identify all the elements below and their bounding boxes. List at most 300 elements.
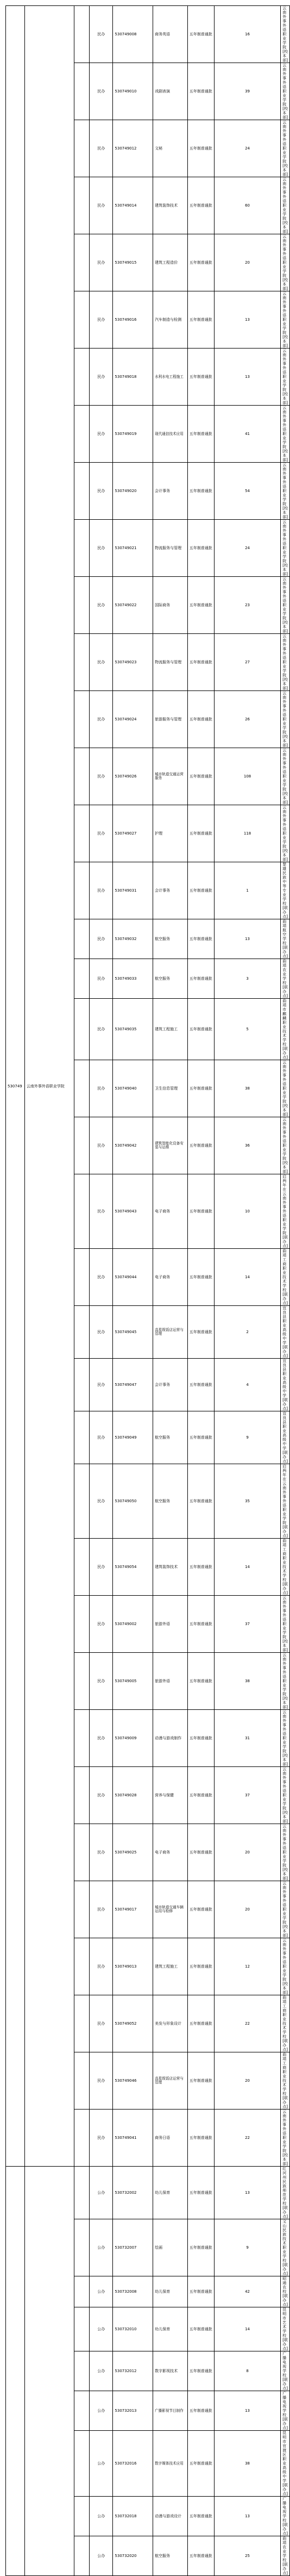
batch-cell: 五年制普通批	[187, 2307, 214, 2351]
school-type-cell: 民办	[90, 1117, 113, 1174]
blank-cell	[74, 2351, 90, 2391]
batch-cell: 五年制普通批	[187, 919, 214, 959]
major-code-cell: 530749032	[113, 919, 153, 959]
major-code-cell: 530749027	[113, 805, 153, 862]
batch-cell: 五年制普通批	[187, 1117, 214, 1174]
school-type-cell: 民办	[90, 2110, 113, 2167]
major-code-cell: 530749031	[113, 862, 153, 919]
school-type-cell: 民办	[90, 1249, 113, 1306]
plan-count-cell: 35	[214, 1464, 280, 1539]
blank-cell	[74, 862, 90, 919]
study-location-cell: 云南外事外语职业学院[校本部]	[281, 63, 290, 120]
blank-cell	[74, 120, 90, 177]
major-code-cell: 530749045	[113, 1306, 153, 1359]
major-name-cell: 戏剧表演	[153, 63, 188, 120]
major-code-cell: 530749026	[113, 748, 153, 805]
study-location-cell: 曲靖农业学校[联办点]	[281, 2536, 290, 2576]
major-code-cell: 530749024	[113, 691, 153, 748]
batch-cell: 五年制普通批	[187, 2167, 214, 2219]
plan-count-cell: 8	[214, 2351, 280, 2391]
major-name-cell: 城市轨道交通运营服务	[153, 748, 188, 805]
plan-count-cell: 20	[214, 1881, 280, 1938]
school-type-cell: 民办	[90, 1881, 113, 1938]
plan-count-cell: 20	[214, 2052, 280, 2110]
study-location-cell: 云南外事外语职业学院[校本部]	[281, 1824, 290, 1881]
study-location-cell: 云南外事外语职业学院[校本部]	[281, 1881, 290, 1938]
study-location-cell: 云南外事外语职业学院[校本部]	[281, 120, 290, 177]
school-type-cell: 民办	[90, 1938, 113, 1995]
major-name-cell: 建筑装饰技术	[153, 177, 188, 234]
school-type-cell: 民办	[90, 234, 113, 291]
school-type-cell: 民办	[90, 999, 113, 1060]
blank-cell	[74, 177, 90, 234]
major-name-cell: 航空服务	[153, 919, 188, 959]
plan-count-cell: 42	[214, 2276, 280, 2307]
major-name-cell: 建筑工程造价	[153, 234, 188, 291]
batch-cell: 五年制普通批	[187, 1174, 214, 1249]
major-name-cell: 会计事务	[153, 862, 188, 919]
school-type-cell: 民办	[90, 959, 113, 999]
batch-cell: 五年制普通批	[187, 1653, 214, 1710]
blank-cell	[74, 2276, 90, 2307]
major-name-cell: 建筑智能化设备安装与运维	[153, 1117, 188, 1174]
plan-count-cell: 27	[214, 634, 280, 691]
major-code-cell: 530732007	[113, 2219, 153, 2276]
plan-count-cell: 4	[214, 1359, 280, 1411]
plan-count-cell: 13	[214, 919, 280, 959]
institution-code-cell: 530749	[6, 6, 25, 2167]
plan-count-cell: 13	[214, 2391, 280, 2431]
major-code-cell: 530732020	[113, 2536, 153, 2576]
blank-cell	[74, 2497, 90, 2536]
plan-count-cell: 108	[214, 748, 280, 805]
major-code-cell: 530749054	[113, 1539, 153, 1596]
blank-cell	[74, 520, 90, 577]
study-location-cell: 宜良县职业高级中学[联办点]	[281, 1359, 290, 1411]
blank-cell	[74, 1710, 90, 1767]
study-location-cell: 云南外事外语职业学院[校本部]	[281, 406, 290, 463]
study-location-cell: 楚雄民族中等专业学校[联办点]	[281, 862, 290, 919]
study-location-cell: 云南外事外语职业学院[校本部]	[281, 805, 290, 862]
plan-count-cell: 39	[214, 63, 280, 120]
blank-cell	[74, 805, 90, 862]
school-type-cell: 公办	[90, 2219, 113, 2276]
batch-cell: 五年制普通批	[187, 291, 214, 349]
major-name-cell: 数字媒体技术应用	[153, 2431, 188, 2497]
plan-count-cell: 20	[214, 1824, 280, 1881]
school-type-cell: 民办	[90, 1767, 113, 1824]
school-type-cell: 民办	[90, 177, 113, 234]
study-location-cell: 云南外事外语职业学院[校本部]	[281, 748, 290, 805]
study-location-cell: 云南外事外语职业学院[校本部]	[281, 1596, 290, 1653]
blank-cell	[74, 2307, 90, 2351]
table-row	[6, 2167, 290, 2219]
blank-cell	[74, 2110, 90, 2167]
school-type-cell: 民办	[90, 691, 113, 748]
school-type-cell: 公办	[90, 2276, 113, 2307]
batch-cell: 五年制普通批	[187, 349, 214, 406]
major-name-cell: 动漫与游戏设计	[153, 2497, 188, 2536]
blank-cell	[74, 999, 90, 1060]
plan-count-cell: 24	[214, 520, 280, 577]
batch-cell: 五年制普通批	[187, 1539, 214, 1596]
plan-count-cell: 37	[214, 1596, 280, 1653]
study-location-cell: 曲靖工商职业技术学校[联办点]	[281, 2052, 290, 2110]
major-name-cell: 数字影视技术	[153, 2351, 188, 2391]
major-name-cell: 商务英语	[153, 6, 188, 63]
school-type-cell: 民办	[90, 291, 113, 349]
school-type-cell: 民办	[90, 406, 113, 463]
study-location-cell: 云南外事外语职业学院[校本部]	[281, 1938, 290, 1995]
study-location-cell: 启两年在云南外事外语职业学院[联办点]	[281, 1174, 290, 1249]
school-type-cell: 民办	[90, 1710, 113, 1767]
major-code-cell: 530749042	[113, 1117, 153, 1174]
major-name-cell: 建筑装饰技术	[153, 1539, 188, 1596]
plan-count-cell: 14	[214, 2307, 280, 2351]
plan-count-cell: 12	[214, 1938, 280, 1995]
plan-count-cell: 37	[214, 1767, 280, 1824]
major-name-cell: 电子商务	[153, 1824, 188, 1881]
plan-count-cell: 13	[214, 291, 280, 349]
batch-cell: 五年制普通批	[187, 463, 214, 520]
school-type-cell: 民办	[90, 1995, 113, 2052]
school-type-cell: 民办	[90, 1411, 113, 1464]
major-name-cell: 高星级饭店运营与管理	[153, 2052, 188, 2110]
batch-cell: 五年制普通批	[187, 1938, 214, 1995]
study-location-cell: 云南外事外语职业学院[校本部]	[281, 520, 290, 577]
batch-cell: 五年制普通批	[187, 234, 214, 291]
school-type-cell: 公办	[90, 2167, 113, 2219]
major-name-cell: 电子商务	[153, 1174, 188, 1249]
plan-count-cell: 16	[214, 6, 280, 63]
major-name-cell: 文秘	[153, 120, 188, 177]
school-type-cell: 民办	[90, 1653, 113, 1710]
school-type-cell: 民办	[90, 520, 113, 577]
major-code-cell: 530732012	[113, 2351, 153, 2391]
study-location-cell: 曲靖市麒麟职业技术学校[联办点]	[281, 999, 290, 1060]
batch-cell: 五年制普通批	[187, 2431, 214, 2497]
plan-count-cell: 22	[214, 1995, 280, 2052]
major-name-cell: 航空服务	[153, 1464, 188, 1539]
major-code-cell: 530732010	[113, 2307, 153, 2351]
major-name-cell: 物流服务与管理	[153, 520, 188, 577]
blank-cell	[74, 1359, 90, 1411]
major-name-cell: 旅游服务与管理	[153, 691, 188, 748]
blank-cell	[74, 463, 90, 520]
plan-count-cell: 5	[214, 999, 280, 1060]
blank-cell	[74, 1767, 90, 1824]
plan-count-cell: 9	[214, 1411, 280, 1464]
blank-cell	[74, 1174, 90, 1249]
blank-cell	[74, 577, 90, 634]
major-name-cell: 物流服务与管理	[153, 634, 188, 691]
batch-cell: 五年制普通批	[187, 999, 214, 1060]
study-location-cell: 云南外事外语职业学院[校本部]	[281, 177, 290, 234]
batch-cell: 五年制普通批	[187, 520, 214, 577]
major-code-cell: 530749041	[113, 2110, 153, 2167]
major-code-cell: 530749008	[113, 6, 153, 63]
major-code-cell: 530749043	[113, 1174, 153, 1249]
blank-cell	[74, 349, 90, 406]
study-location-cell: 红河州民族师范学校[联办点]	[281, 2167, 290, 2219]
study-location-cell: 曲靖农业学校[联办点]	[281, 959, 290, 999]
plan-count-cell: 9	[214, 2219, 280, 2276]
school-type-cell: 民办	[90, 1824, 113, 1881]
blank-cell	[74, 63, 90, 120]
major-code-cell: 530749014	[113, 177, 153, 234]
blank-cell	[74, 1464, 90, 1539]
study-location-cell: 昆明市官渡区职业高级中学[联办点]	[281, 2431, 290, 2497]
major-code-cell: 530749018	[113, 349, 153, 406]
school-type-cell: 公办	[90, 2391, 113, 2431]
plan-count-cell: 38	[214, 1653, 280, 1710]
major-code-cell: 530749047	[113, 1359, 153, 1411]
study-location-cell: 云南外事外语职业学院[校本部]	[281, 1653, 290, 1710]
batch-cell: 五年制普通批	[187, 1306, 214, 1359]
blank-cell	[74, 919, 90, 959]
study-location-cell: 启两年在云南外事外语职业学院[联办点]	[281, 1464, 290, 1539]
blank-cell	[74, 691, 90, 748]
major-code-cell: 530749044	[113, 1249, 153, 1306]
school-type-cell: 民办	[90, 1306, 113, 1359]
major-name-cell: 会计事务	[153, 1359, 188, 1411]
major-name-cell: 会计事务	[153, 463, 188, 520]
blank-cell	[74, 1824, 90, 1881]
plan-count-cell: 23	[214, 577, 280, 634]
blank-cell	[74, 1881, 90, 1938]
plan-count-cell: 38	[214, 2431, 280, 2497]
major-code-cell: 530749002	[113, 1596, 153, 1653]
study-location-cell: 宜良县职业高级中学[联办点]	[281, 1411, 290, 1464]
batch-cell: 五年制普通批	[187, 120, 214, 177]
batch-cell: 五年制普通批	[187, 691, 214, 748]
school-type-cell: 民办	[90, 862, 113, 919]
study-location-cell: 昆明市艺术学校[联办点]	[281, 2307, 290, 2351]
major-code-cell: 530749033	[113, 959, 153, 999]
batch-cell: 五年制普通批	[187, 862, 214, 919]
batch-cell: 五年制普通批	[187, 577, 214, 634]
plan-count-cell: 60	[214, 177, 280, 234]
major-name-cell: 航空服务	[153, 1411, 188, 1464]
major-name-cell: 建筑工程施工	[153, 999, 188, 1060]
major-name-cell: 旅游外语	[153, 1653, 188, 1710]
batch-cell: 五年制普通批	[187, 634, 214, 691]
school-type-cell: 民办	[90, 805, 113, 862]
batch-cell: 五年制普通批	[187, 1464, 214, 1539]
school-type-cell: 民办	[90, 1359, 113, 1411]
study-location-cell: 曲靖工商职业技术学校[联办点]	[281, 1995, 290, 2052]
major-code-cell: 530749016	[113, 291, 153, 349]
batch-cell: 五年制普通批	[187, 1596, 214, 1653]
school-type-cell: 民办	[90, 1464, 113, 1539]
major-code-cell: 530749050	[113, 1464, 153, 1539]
batch-cell: 五年制普通批	[187, 1767, 214, 1824]
major-code-cell: 530732013	[113, 2391, 153, 2431]
batch-cell: 五年制普通批	[187, 959, 214, 999]
major-name-cell: 绘画	[153, 2219, 188, 2276]
major-name-cell: 水利水电工程施工	[153, 349, 188, 406]
major-name-cell: 幼儿保育	[153, 2307, 188, 2351]
plan-count-cell: 25	[214, 2536, 280, 2576]
blank-cell	[74, 2219, 90, 2276]
batch-cell: 五年制普通批	[187, 1249, 214, 1306]
batch-cell: 五年制普通批	[187, 6, 214, 63]
school-type-cell: 民办	[90, 2052, 113, 2110]
study-location-cell: 曲靖工商职业技术学校[联办点]	[281, 1539, 290, 1596]
study-location-cell: 云南外事外语职业学院[校本部]	[281, 2110, 290, 2167]
study-location-cell: 云南外事外语职业学院[校本部]	[281, 634, 290, 691]
school-type-cell: 民办	[90, 1174, 113, 1249]
batch-cell: 五年制普通批	[187, 1881, 214, 1938]
major-name-cell: 幼儿保育	[153, 2276, 188, 2307]
major-name-cell: 国际商务	[153, 577, 188, 634]
batch-cell: 五年制普通批	[187, 2391, 214, 2431]
blank-cell	[74, 2536, 90, 2576]
major-name-cell: 卫生信息管理	[153, 1060, 188, 1117]
plan-count-cell: 13	[214, 349, 280, 406]
plan-count-cell: 3	[214, 959, 280, 999]
blank-cell	[74, 1539, 90, 1596]
major-code-cell: 530732018	[113, 2497, 153, 2536]
school-type-cell: 民办	[90, 919, 113, 959]
major-code-cell: 530749012	[113, 120, 153, 177]
major-code-cell: 530749040	[113, 1060, 153, 1117]
major-name-cell: 美发与形象设计	[153, 1995, 188, 2052]
major-name-cell: 建筑工程施工	[153, 1938, 188, 1995]
major-code-cell: 530749023	[113, 634, 153, 691]
batch-cell: 五年制普通批	[187, 2276, 214, 2307]
table-body	[6, 6, 290, 2576]
plan-count-cell: 38	[214, 1060, 280, 1117]
major-code-cell: 530749021	[113, 520, 153, 577]
plan-count-cell: 14	[214, 1249, 280, 1306]
batch-cell: 五年制普通批	[187, 177, 214, 234]
major-code-cell: 530749046	[113, 2052, 153, 2110]
major-code-cell: 530749022	[113, 577, 153, 634]
major-code-cell: 530749009	[113, 1710, 153, 1767]
batch-cell: 五年制普通批	[187, 1359, 214, 1411]
major-code-cell: 530749035	[113, 999, 153, 1060]
study-location-cell: 云南外事外语职业学院[校本部]	[281, 463, 290, 520]
institution-name-cell: 云南外事外语职业学院	[24, 6, 74, 2167]
school-type-cell: 民办	[90, 634, 113, 691]
blank-cell	[74, 1653, 90, 1710]
blank-cell	[74, 1306, 90, 1359]
major-name-cell: 营养与保健	[153, 1767, 188, 1824]
study-location-cell: 曲靖航空学校[联办点]	[281, 919, 290, 959]
batch-cell: 五年制普通批	[187, 1060, 214, 1117]
major-name-cell: 商务日语	[153, 2110, 188, 2167]
blank-cell	[74, 2167, 90, 2219]
major-code-cell: 530732008	[113, 2276, 153, 2307]
batch-cell: 五年制普通批	[187, 2219, 214, 2276]
batch-cell: 五年制普通批	[187, 1995, 214, 2052]
batch-cell: 五年制普通批	[187, 406, 214, 463]
blank-cell	[74, 1249, 90, 1306]
plan-count-cell: 41	[214, 406, 280, 463]
blank-cell	[74, 2391, 90, 2431]
plan-count-cell: 31	[214, 1710, 280, 1767]
batch-cell: 五年制普通批	[187, 1710, 214, 1767]
study-location-cell: 云南外事外语职业学院[校本部]	[281, 291, 290, 349]
major-code-cell: 530732002	[113, 2167, 153, 2219]
batch-cell: 五年制普通批	[187, 2110, 214, 2167]
major-name-cell: 电子商务	[153, 1249, 188, 1306]
plan-count-cell: 26	[214, 691, 280, 748]
blank-cell	[74, 2431, 90, 2497]
major-name-cell: 高星级饭店运营与管理	[153, 1306, 188, 1359]
blank-cell	[74, 748, 90, 805]
plan-count-cell: 1	[214, 862, 280, 919]
batch-cell: 五年制普通批	[187, 1824, 214, 1881]
school-type-cell: 公办	[90, 2307, 113, 2351]
institution-name-cell	[24, 2167, 74, 2576]
study-location-cell: 云南外事外语职业学院[校本部]	[281, 234, 290, 291]
study-location-cell: 云南外事外语职业学院[校本部]	[281, 577, 290, 634]
batch-cell: 五年制普通批	[187, 2497, 214, 2536]
major-code-cell: 530749049	[113, 1411, 153, 1464]
study-location-cell: 云南外事外语职业学院[校本部]	[281, 349, 290, 406]
blank-cell	[74, 1060, 90, 1117]
batch-cell: 五年制普通批	[187, 63, 214, 120]
plan-count-cell: 13	[214, 2497, 280, 2536]
batch-cell: 五年制普通批	[187, 2052, 214, 2110]
plan-count-cell: 13	[214, 2167, 280, 2219]
study-location-cell: 广播电视学校[联办点]	[281, 2391, 290, 2431]
major-code-cell: 530749015	[113, 234, 153, 291]
blank-cell	[74, 1596, 90, 1653]
plan-count-cell: 22	[214, 2110, 280, 2167]
blank-cell	[74, 1411, 90, 1464]
school-type-cell: 民办	[90, 6, 113, 63]
study-location-cell: 广播电视学校[联办点]	[281, 2351, 290, 2391]
blank-cell	[74, 634, 90, 691]
study-location-cell: 云南外事外语职业学院[校本部]	[281, 1117, 290, 1174]
major-code-cell: 530749005	[113, 1653, 153, 1710]
school-type-cell: 民办	[90, 748, 113, 805]
major-name-cell: 动漫与游戏制作	[153, 1710, 188, 1767]
major-name-cell: 汽车制造与检测	[153, 291, 188, 349]
major-code-cell: 530749013	[113, 1938, 153, 1995]
study-location-cell: 云南外事外语职业学院[校本部]	[281, 1710, 290, 1767]
study-location-cell: 云南外事外语职业学院[校本部]	[281, 1060, 290, 1117]
major-name-cell: 幼儿保育	[153, 2167, 188, 2219]
major-code-cell: 530749019	[113, 406, 153, 463]
blank-cell	[74, 959, 90, 999]
major-name-cell: 城市轨道交通车辆运用与检修	[153, 1881, 188, 1938]
major-name-cell: 广播影视节目制作	[153, 2391, 188, 2431]
school-type-cell: 民办	[90, 577, 113, 634]
plan-count-cell: 14	[214, 1539, 280, 1596]
study-location-cell: 曲靖工商职业技术学校[联办点]	[281, 1249, 290, 1306]
major-code-cell: 530732016	[113, 2431, 153, 2497]
table-row	[6, 6, 290, 63]
study-location-cell: 昭通农校[联办点]	[281, 2276, 290, 2307]
school-type-cell: 民办	[90, 1596, 113, 1653]
school-type-cell: 民办	[90, 463, 113, 520]
study-location-cell: 云南外事外语职业学院[校本部]	[281, 1767, 290, 1824]
plan-count-cell: 10	[214, 1174, 280, 1249]
school-type-cell: 公办	[90, 2431, 113, 2497]
school-type-cell: 公办	[90, 2497, 113, 2536]
school-type-cell: 民办	[90, 120, 113, 177]
major-code-cell: 530749028	[113, 1767, 153, 1824]
blank-cell	[74, 2052, 90, 2110]
blank-cell	[74, 406, 90, 463]
batch-cell: 五年制普通批	[187, 805, 214, 862]
enrollment-plan-table	[5, 5, 290, 2576]
major-code-cell: 530749010	[113, 63, 153, 120]
